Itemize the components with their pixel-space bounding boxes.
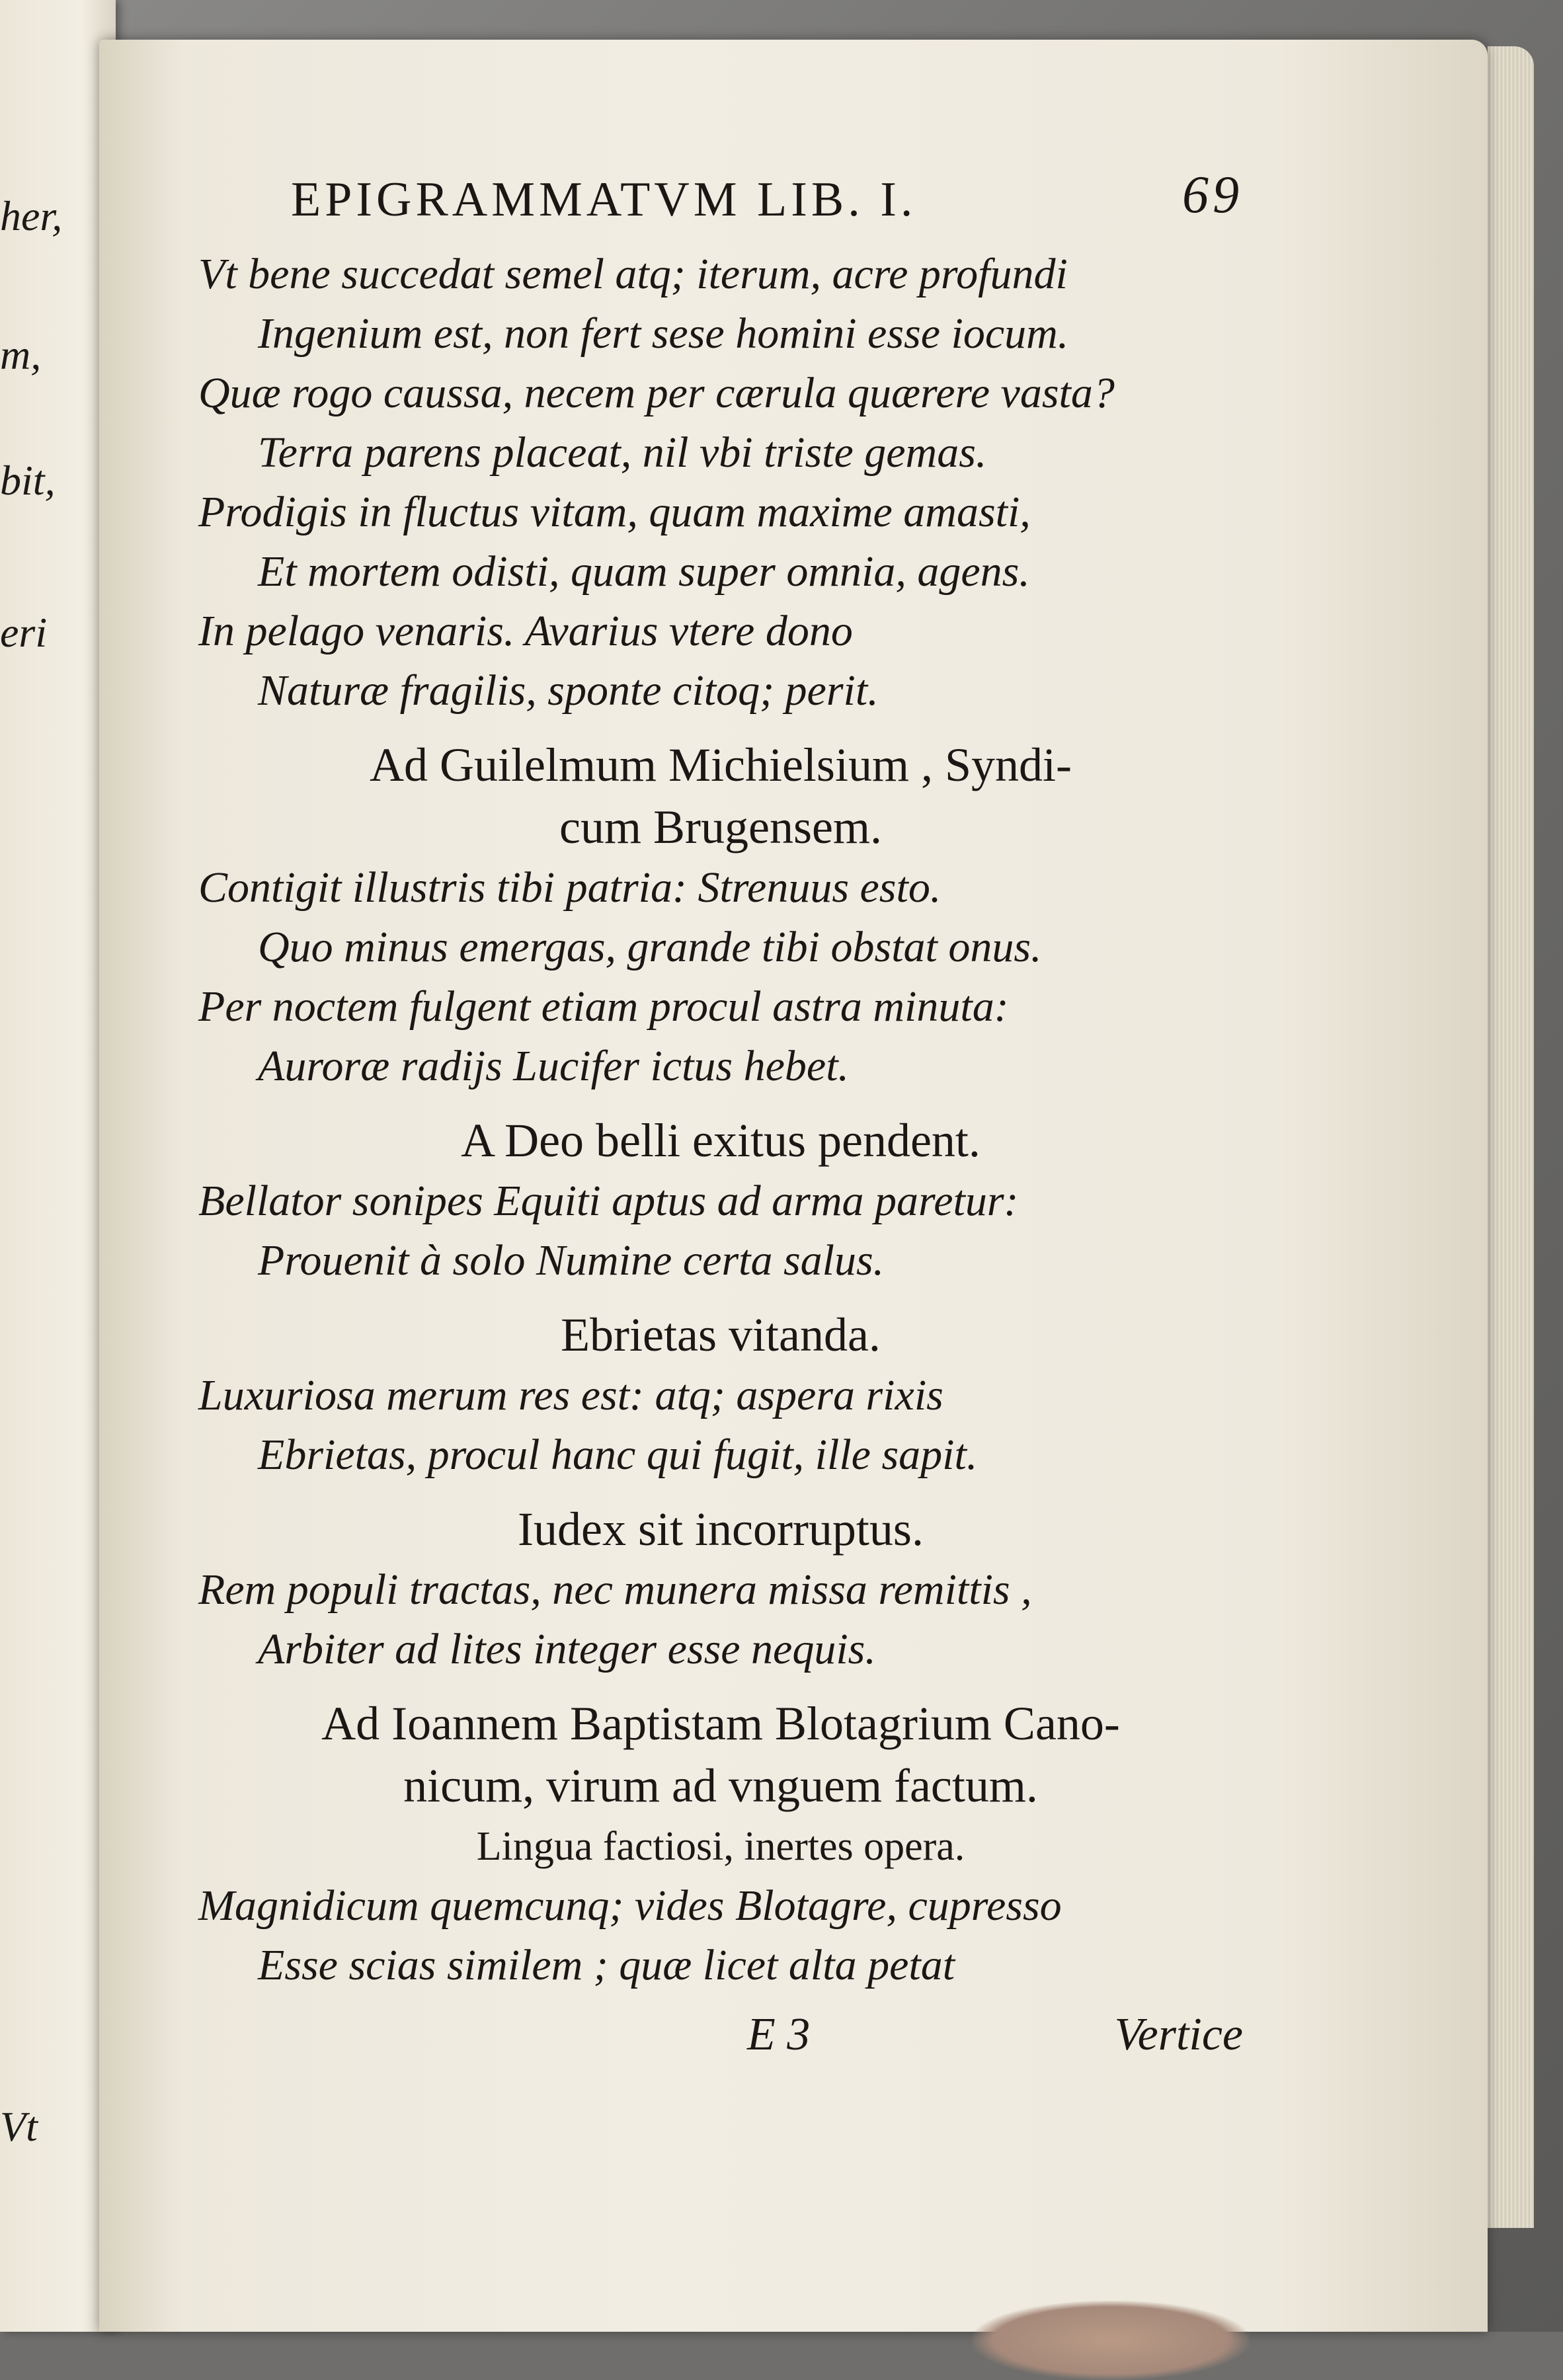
page-edge xyxy=(1488,46,1534,2228)
verse-line: Prouenit à solo Numine certa salus. xyxy=(258,1236,885,1285)
left-page-fragment: eri xyxy=(0,609,48,656)
epigram-subheading: Lingua factiosi, inertes opera. xyxy=(476,1824,965,1869)
verse-line: Esse scias similem ; quæ licet alta petat xyxy=(258,1941,955,1989)
verse-line: In pelago venaris. Avarius vtere dono xyxy=(198,607,853,655)
epigram-heading: Iudex sit incorruptus. xyxy=(518,1503,924,1556)
verse-line: Et mortem odisti, quam super omnia, agens. xyxy=(258,547,1030,596)
epigram-heading: A Deo belli exitus pendent. xyxy=(461,1114,981,1167)
epigram-heading: cum Brugensem. xyxy=(559,801,882,853)
verse-line: Vt bene succedat semel atq; iterum, acre profundi xyxy=(198,250,1068,298)
page-header xyxy=(198,152,1243,245)
verse-line: Ebrietas, procul hanc qui fugit, ille sapit. xyxy=(258,1431,978,1479)
verse-line: Auroræ radijs Lucifer ictus hebet. xyxy=(258,1042,850,1090)
page-footer xyxy=(198,2002,1243,2068)
left-page-fragment: her, xyxy=(0,192,63,239)
verse-line: Quæ rogo caussa, necem per cærula quærere vasta? xyxy=(198,369,1115,417)
left-page-fragment: bit, xyxy=(0,457,56,504)
verse-line: Arbiter ad lites integer esse nequis. xyxy=(258,1625,876,1673)
epigram-heading: nicum, virum ad vnguem factum. xyxy=(403,1759,1038,1812)
verse-line: Contigit illustris tibi patria: Strenuus esto. xyxy=(198,863,942,912)
catchword: Vertice xyxy=(1114,2009,1243,2060)
left-page-fragment: m, xyxy=(0,331,42,378)
verse-line: Rem populi tractas, nec munera missa remittis , xyxy=(198,1566,1032,1614)
verse-line: Per noctem fulgent etiam procul astra minuta: xyxy=(198,982,1009,1031)
verse-line: Prodigis in fluctus vitam, quam maxime amasti, xyxy=(198,488,1031,536)
page-number: 69 xyxy=(1182,166,1243,224)
verse-line: Magnidicum quemcunq; vides Blotagre, cupresso xyxy=(198,1882,1062,1930)
running-title: EPIGRAMMATVM LIB. I. xyxy=(291,173,917,227)
verse-line: Ingenium est, non fert sese homini esse iocum. xyxy=(258,309,1069,358)
signature-mark: E 3 xyxy=(747,2009,811,2060)
epigram-heading: Ad Guilelmum Michielsium , Syndi- xyxy=(370,738,1072,791)
verse-line: Terra parens placeat, nil vbi triste gemas. xyxy=(258,428,987,477)
verse-line: Quo minus emergas, grande tibi obstat onus. xyxy=(258,923,1042,971)
thumb xyxy=(972,2301,1250,2380)
epigram-heading: Ad Ioannem Baptistam Blotagrium Cano- xyxy=(321,1697,1120,1750)
left-page-fragment: Vt xyxy=(0,2103,38,2150)
text-blocks xyxy=(198,245,1243,1995)
verse-line: Bellator sonipes Equiti aptus ad arma paretur: xyxy=(198,1177,1019,1225)
verse-line: Luxuriosa merum res est: atq; aspera rixis xyxy=(198,1371,943,1419)
epigram-heading: Ebrietas vitanda. xyxy=(561,1308,881,1361)
verse-line: Naturæ fragilis, sponte citoq; perit. xyxy=(258,666,879,715)
page-text xyxy=(198,152,1243,2068)
left-page xyxy=(0,0,116,2332)
